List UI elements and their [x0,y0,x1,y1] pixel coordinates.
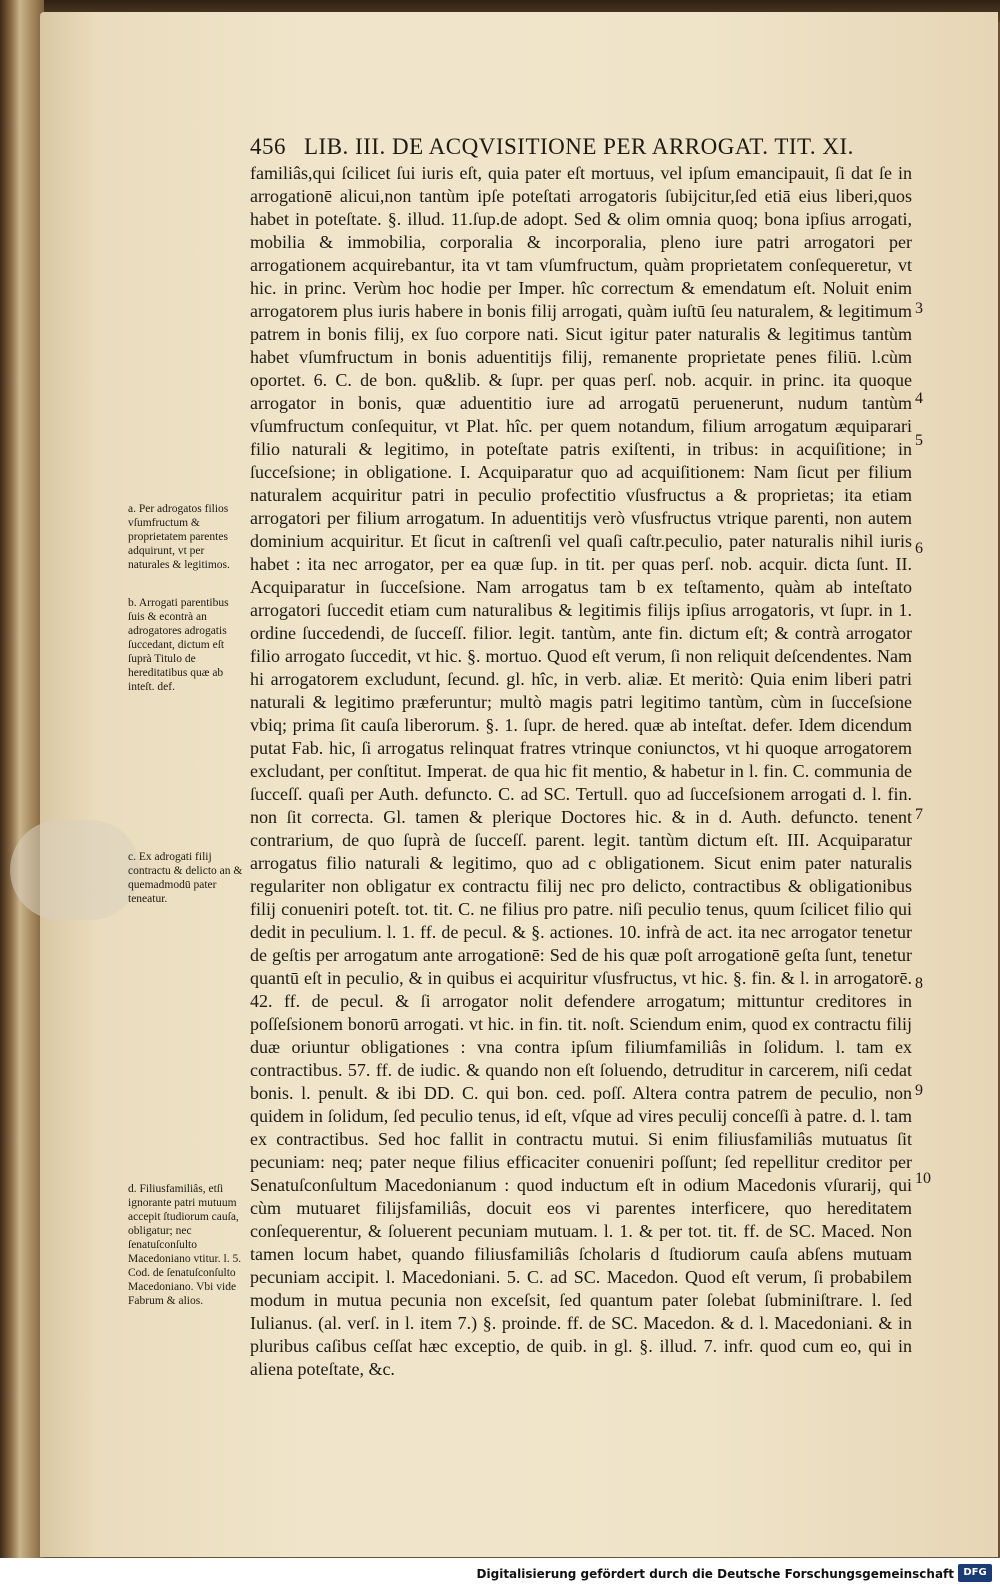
margin-note-c: c. Ex adrogati filij contractu & delicto an & quemadmodū pater teneatur. [128,851,243,905]
line-number: 7 [915,806,923,823]
paper-strip-bookmark [10,820,140,920]
line-number: 10 [915,1170,931,1187]
line-number: 4 [915,390,923,407]
footer-credit: Digitalisierung gefördert durch die Deutsche Forschungsgemeinschaft [476,1567,954,1581]
margin-note-b: b. Arrogati parentibus ſuis & econtrà an adrogatores adrogatis ſuccedant, dictum eſt ſuprà Titulo de hereditatibus quæ ab inteſt. def. [128,597,229,693]
line-number: 8 [915,975,923,992]
line-number: 9 [915,1082,923,1099]
margin-note-d: d. Filiusfamiliâs, etſi ignorante patri mutuum accepit ſtudiorum cauſa, obligatur; nec ſenatuſconſulto Macedoniano vtitur. l. 5. Cod. de ſenatuſconſulto Macedoniano. Vbi vide Fabrum & alios. [128,1183,242,1307]
main-text-column [250,162,912,1381]
line-number: 6 [915,540,923,557]
book-spine-edge [0,0,44,1560]
running-title: LIB. III. DE ACQVISITIONE PER ARROGAT. TIT. XI. [304,134,854,159]
line-number: 3 [915,300,923,317]
digitization-footer [0,1558,1000,1589]
main-paragraph: familiâs,qui ſcilicet ſui iuris eſt, quia pater eſt mortuus, vel ipſum emancipauit, ſi dat ſe in arrogationē alicui,non tantùm ipſe poteſtati arrogatoris ſubijcitur,ſed etiā eius liberi,quos habet in poteſtate. §. illud. 11.ſup.de adopt. Sed & olim omnia quoq; bona ipſius arrogati, mobilia & immobilia, corporalia & incorporalia, pleno iure patri arrogatori per arrogationem acquirebantur, ita vt tam vſumfructum, quàm proprietatem conſequeretur, vt hic. in princ. Verùm hoc hodie per Imper. hîc correctum & emendatum eſt. Noluit enim arrogatorem plus iuris habere in bonis filij arrogati, quàm iuſtū ſeu naturalem, & legitimum patrem in bonis filij, ex ſuo corpore nati. Sicut igitur pater naturalis & legitimus tantùm habet vſumfructum in bonis aduentitijs filij, remanente proprietate penes filiū. l.cùm oportet. 6. C. de bon. qu&lib. & ſupr. per quas perſ. nob. acquir. in princ. ita quoque arrogator in bonis, quæ aduentitio iure ad arrogatū peruenerunt, nudum tantùm vſumfructum conſequitur, vt Plat. hîc. per quem notandum, filium arrogatum æquiparari filio naturali & legitimo, in poteſtate patris exiſtenti, in tribus: in acquiſitione; in ſucceſsione; in obligatione. I. Acquiparatur quo ad acquiſitionem: Nam ſicut per filium naturalem acquiritur patri in peculio profectitio vſusfructus a & proprietas; ita etiam arrogatori per filium arrogatum. In aduentitijs verò vſusfructus vtrique parenti, non autem dominium acquiritur. Et ſicut in caſtrenſi vel quaſi caſtr.peculio, pater naturalis nihil iuris habet : ita nec arrogator, per ea quæ ſup. in tit. per quas perſ. nob. acquir. dicta ſunt. II. Acquiparatur in ſucceſsione. Nam arrogatus tam b ex teſtamento, quàm ab inteſtato arrogatori ſuccedit etiam cum naturalibus & legitimis filijs ipſius arrogatoris, vt ſupr. in 1. ordine ſuccedendi, de ſucceſſ. filior. legit. tantùm, ante fin. dictum eſt; & contrà arrogator filio arrogato ſuccedit, vt hic. §. mortuo. Quod eſt verum, ſi non reliquit deſcendentes. Nam hi arrogatorem excludunt, ſecund. gl. hîc, in verb. aliæ. Et meritò: Quia enim liberi patri naturali & legitimo præferuntur; multò magis patri legitimo tantùm, cùm in ſucceſsione vbiq; prima ſit cauſa liberorum. §. 1. ſupr. de hered. quæ ab inteſtat. defer. Idem dicendum putat Fab. hic, ſi arrogatus relinquat fratres vtrinque coniunctos, vt hi quoque arrogatorem excludant, per conſtitut. Imperat. de qua hic fit mentio, & habetur in l. fin. C. communia de ſucceſſ. quaſi per Auth. defuncto. C. ad SC. Tertull. quo ad ſucceſsionem arrogati d. l. fin. non ſit correcta. Gl. tamen & plerique Doctores hic. & in d. Auth. defuncto. tenent contrarium, de quo ſuprà de ſucceſſ. parent. legit. tantùm dictum eſt. III. Acquiparatur arrogatus filio naturali & legitimo, quo ad c obligationem. Sicut enim pater naturalis regulariter non obligatur ex contractu filij nec pro delicto, contractibus & obligationibus filij conueniri poteſt. tot. tit. C. ne filius pro patre. niſi peculio tenus, quum ſcilicet filio qui dedit in peculium. l. 1. ff. de pecul. & §. actiones. 10. infrà de act. ita nec arrogator tenetur de geſtis per arrogatum ante arrogationē: Sed de his quæ poſt arrogationē geſta ſunt, tenetur quantū eſt in peculio, & in quibus ei acquiritur vſusfructus, vt hic. §. fin. & l. in arrogatorē. 42. ff. de pecul. & ſi arrogator nolit defendere arrogatum; mittuntur creditores in poſſeſsionem bonorū arrogati. vt hic. in fin. tit. noſt. Sciendum enim, quod ex contractu filij duæ oriuntur obligationes : vna contra ipſum filiumfamiliâs in ſolidum. l. tam ex contractibus. 57. ff. de iudic. & quando non eſt ſoluendo, detruditur in carcerem, niſi cedat bonis. l. penult. & ibi DD. C. qui bon. ced. poſſ. Altera contra patrem de peculio, non quidem in ſolidum, ſed peculio tenus, id eſt, vſque ad vires peculij conceſſi à patre. d. l. tam ex contractibus. Sed hoc fallit in contractu mutui. Si enim filiusfamiliâs mutuatus ſit pecuniam: neq; pater neque filius efficaciter conueniri poſſunt; ſed repellitur creditor per Senatuſconſultum Macedonianum : quod inductum eſt in odium Macedonis vſurarij, qui cùm mutuaret filijsfamiliâs, docuit eos vi parentes interficere, quo hereditatem conſequerentur, & ſoluerent pecuniam mutuam. l. 1. & per tot. tit. ff. de SC. Maced. Non tamen locum habet, quando filiusfamiliâs ſcholaris d ſtudiorum cauſa abſens mutuam pecuniam accipit. l. Macedoniani. 5. C. ad SC. Macedon. Quod eſt verum, ſi probabilem modum in mutua pecunia non exceſsit, ſed quantum pater ſolebat ſubminiſtrare. l. ſed Iulianus. (al. verſ. in l. item 7.) §. proinde. ff. de SC. Macedon. & d. l. Macedoniani. & in pluribus caſibus ceſſat hæc exceptio, de quib. in gl. §. illud. 7. infr. quod cum eo, qui in aliena poteſtate, &c. [250,163,912,1379]
dfg-logo-icon: DFG [958,1564,992,1582]
page-number: 456 [250,134,286,159]
line-number: 5 [915,432,923,449]
margin-note-a: a. Per adrogatos filios vſumfructum & proprietatem parentes adquirunt, vt per naturales & legitimos. [128,503,230,571]
